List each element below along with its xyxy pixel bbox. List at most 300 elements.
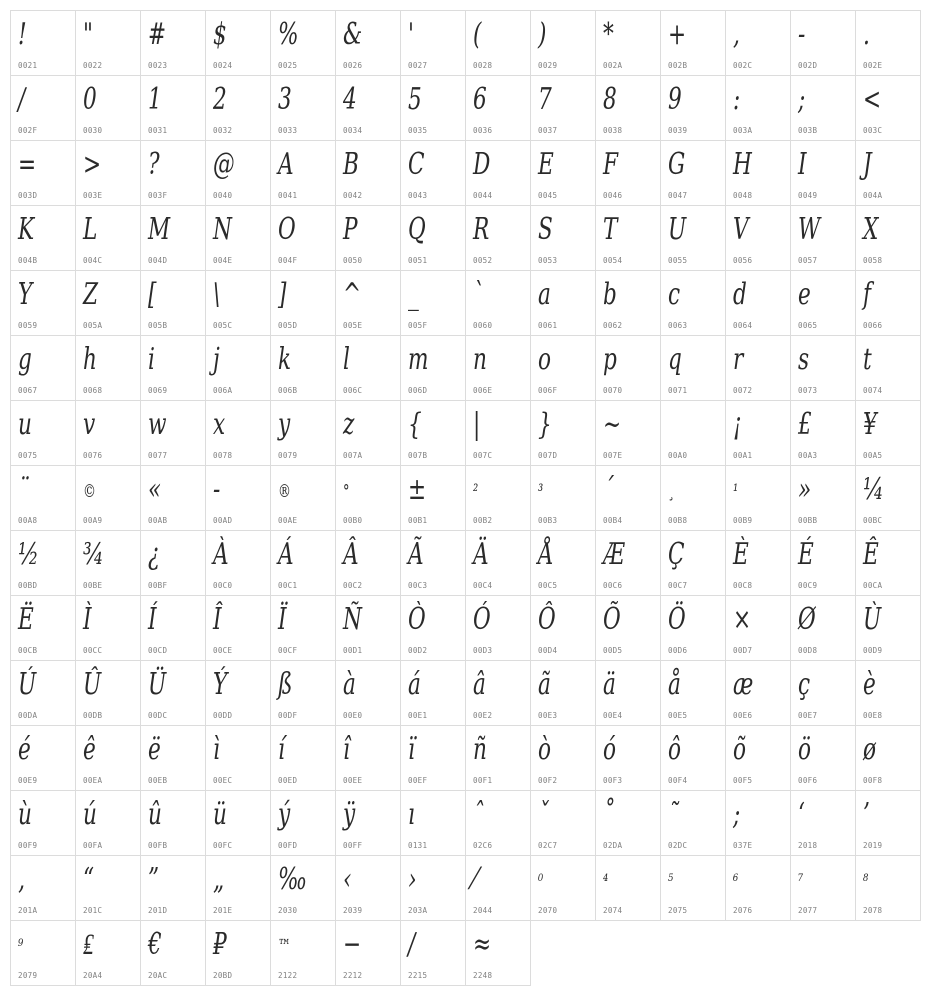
glyph-code: 0034 xyxy=(343,126,363,135)
glyph-cell xyxy=(660,725,726,791)
glyph-char: h xyxy=(83,342,97,377)
glyph-cell xyxy=(790,595,856,661)
glyph-char: 3 xyxy=(278,82,292,117)
glyph-cell xyxy=(660,465,726,531)
glyph-char: Ý xyxy=(213,667,228,702)
glyph-char: v xyxy=(83,407,96,442)
glyph-cell xyxy=(530,725,596,791)
glyph-code: 00FA xyxy=(83,841,103,850)
glyph-char: ¨ xyxy=(18,472,29,507)
glyph-char: o xyxy=(538,342,552,377)
glyph-cell xyxy=(10,530,76,596)
glyph-char: © xyxy=(83,481,96,502)
glyph-code: 0074 xyxy=(863,386,883,395)
glyph-code: 0062 xyxy=(603,321,623,330)
glyph-char: ì xyxy=(213,732,220,767)
glyph-char: Ñ xyxy=(343,602,362,637)
glyph-code: 00A0 xyxy=(668,451,688,460)
glyph-code: 00E2 xyxy=(473,711,493,720)
glyph-code: 0051 xyxy=(408,256,428,265)
glyph-char: “ xyxy=(83,862,95,897)
glyph-code: 0069 xyxy=(148,386,168,395)
glyph-char: l xyxy=(343,342,350,377)
glyph-cell xyxy=(75,660,141,726)
glyph-cell xyxy=(400,465,466,531)
glyph-char: æ xyxy=(733,667,754,702)
glyph-cell xyxy=(725,75,791,141)
glyph-code: 003D xyxy=(18,191,38,200)
glyph-code: 0064 xyxy=(733,321,753,330)
glyph-cell xyxy=(75,595,141,661)
glyph-char: ⁷ xyxy=(798,871,804,892)
glyph-code: 0070 xyxy=(603,386,623,395)
glyph-cell xyxy=(140,660,206,726)
glyph-char: â xyxy=(473,667,486,702)
glyph-code: 002E xyxy=(863,61,883,70)
glyph-char: Q xyxy=(408,212,426,247)
glyph-cell xyxy=(595,10,661,76)
glyph-cell xyxy=(725,595,791,661)
glyph-cell xyxy=(75,790,141,856)
glyph-code: 0059 xyxy=(18,321,38,330)
glyph-code: 00E9 xyxy=(18,776,38,785)
glyph-code: 0023 xyxy=(148,61,168,70)
glyph-char: à xyxy=(343,667,356,702)
glyph-code: 0058 xyxy=(863,256,883,265)
glyph-code: 037E xyxy=(733,841,753,850)
glyph-cell xyxy=(270,10,336,76)
glyph-code: 00E4 xyxy=(603,711,623,720)
glyph-code: 2212 xyxy=(343,971,363,980)
glyph-cell xyxy=(400,270,466,336)
glyph-cell xyxy=(10,10,76,76)
glyph-char: } xyxy=(538,407,552,442)
glyph-char: ù xyxy=(18,797,32,832)
glyph-cell xyxy=(855,10,921,76)
glyph-char: 7 xyxy=(538,82,552,117)
glyph-char: Ù xyxy=(863,602,882,637)
glyph-code: 0030 xyxy=(83,126,103,135)
glyph-code: 00C6 xyxy=(603,581,623,590)
glyph-code: 00E3 xyxy=(538,711,558,720)
glyph-char: J xyxy=(863,147,872,182)
glyph-cell xyxy=(10,465,76,531)
glyph-char: ∕ xyxy=(408,927,416,962)
glyph-char: 8 xyxy=(603,82,617,117)
glyph-cell xyxy=(10,660,76,726)
glyph-cell xyxy=(400,660,466,726)
glyph-code: 0065 xyxy=(798,321,818,330)
glyph-char: ¸ xyxy=(668,481,675,502)
glyph-cell xyxy=(270,335,336,401)
glyph-char: ô xyxy=(668,732,682,767)
glyph-code: 0039 xyxy=(668,126,688,135)
glyph-cell xyxy=(10,790,76,856)
glyph-cell xyxy=(465,465,531,531)
glyph-code: 007B xyxy=(408,451,428,460)
glyph-cell xyxy=(140,205,206,271)
glyph-cell xyxy=(725,465,791,531)
glyph-char: n xyxy=(473,342,487,377)
glyph-cell xyxy=(140,855,206,921)
glyph-char: # xyxy=(148,17,167,52)
glyph-code: 006B xyxy=(278,386,298,395)
glyph-char: ¿ xyxy=(148,537,160,572)
glyph-char: C xyxy=(408,147,425,182)
glyph-char: M xyxy=(148,212,171,247)
glyph-cell xyxy=(335,465,401,531)
glyph-char: ˜ xyxy=(668,797,679,832)
glyph-code: 004F xyxy=(278,256,298,265)
glyph-code: 00FC xyxy=(213,841,233,850)
glyph-cell xyxy=(790,270,856,336)
glyph-code: 0042 xyxy=(343,191,363,200)
glyph-code: 0060 xyxy=(473,321,493,330)
glyph-char: 9 xyxy=(668,82,682,117)
glyph-char: r xyxy=(733,342,744,377)
glyph-cell xyxy=(205,140,271,206)
glyph-char: ‰ xyxy=(278,862,307,897)
glyph-cell xyxy=(400,595,466,661)
glyph-code: 00CD xyxy=(148,646,168,655)
glyph-code: 201C xyxy=(83,906,103,915)
glyph-code: 0067 xyxy=(18,386,38,395)
glyph-code: 00C3 xyxy=(408,581,428,590)
glyph-char: E xyxy=(538,147,554,182)
glyph-code: 00CE xyxy=(213,646,233,655)
glyph-code: 2018 xyxy=(798,841,818,850)
glyph-char: ⁵ xyxy=(668,871,674,892)
glyph-code: 004B xyxy=(18,256,38,265)
glyph-cell xyxy=(660,400,726,466)
glyph-char: ÿ xyxy=(343,797,356,832)
glyph-code: 02C6 xyxy=(473,841,493,850)
glyph-code: 201A xyxy=(18,906,38,915)
glyph-code: 00B2 xyxy=(473,516,493,525)
glyph-cell xyxy=(75,855,141,921)
glyph-cell xyxy=(205,10,271,76)
glyph-code: 00A1 xyxy=(733,451,753,460)
glyph-code: 00D1 xyxy=(343,646,363,655)
glyph-char: ³ xyxy=(538,481,544,502)
glyph-cell xyxy=(400,205,466,271)
glyph-code: 00F8 xyxy=(863,776,883,785)
glyph-char: « xyxy=(148,472,162,507)
glyph-code: 00C9 xyxy=(798,581,818,590)
glyph-code: 2074 xyxy=(603,906,623,915)
glyph-cell xyxy=(400,75,466,141)
glyph-char: ^ xyxy=(343,277,362,312)
glyph-char: ’ xyxy=(863,797,870,832)
glyph-cell xyxy=(465,595,531,661)
glyph-cell xyxy=(75,335,141,401)
glyph-char: q xyxy=(668,342,682,377)
glyph-code: 0078 xyxy=(213,451,233,460)
glyph-char: ˚ xyxy=(603,797,614,832)
glyph-char: ç xyxy=(798,667,811,702)
glyph-char: < xyxy=(863,82,882,117)
glyph-cell xyxy=(790,465,856,531)
glyph-cell xyxy=(595,335,661,401)
glyph-code: 0073 xyxy=(798,386,818,395)
glyph-char: Á xyxy=(278,537,294,572)
glyph-code: 002B xyxy=(668,61,688,70)
glyph-char: è xyxy=(863,667,876,702)
glyph-char: ˆ xyxy=(473,797,484,832)
glyph-char: Ä xyxy=(473,537,489,572)
glyph-code: 2079 xyxy=(18,971,38,980)
glyph-cell xyxy=(465,400,531,466)
glyph-char: Ì xyxy=(83,602,92,637)
glyph-cell xyxy=(205,725,271,791)
glyph-code: 0068 xyxy=(83,386,103,395)
glyph-cell xyxy=(595,465,661,531)
glyph-char: m xyxy=(408,342,429,377)
glyph-char: & xyxy=(343,17,363,52)
glyph-char: K xyxy=(18,212,35,247)
glyph-cell xyxy=(205,920,271,986)
glyph-cell xyxy=(270,140,336,206)
glyph-char: £ xyxy=(798,407,812,442)
glyph-code: 0022 xyxy=(83,61,103,70)
glyph-code: 0061 xyxy=(538,321,558,330)
glyph-code: 00FD xyxy=(278,841,298,850)
glyph-cell xyxy=(335,335,401,401)
glyph-cell xyxy=(205,270,271,336)
glyph-char: ⁰ xyxy=(538,871,544,892)
glyph-code: 00DD xyxy=(213,711,233,720)
glyph-code: 00E6 xyxy=(733,711,753,720)
glyph-cell xyxy=(205,400,271,466)
glyph-cell xyxy=(855,75,921,141)
glyph-code: 02DC xyxy=(668,841,688,850)
glyph-char: [ xyxy=(148,277,157,312)
glyph-code: 002D xyxy=(798,61,818,70)
glyph-char: i xyxy=(148,342,155,377)
glyph-cell xyxy=(660,530,726,596)
glyph-code: 0076 xyxy=(83,451,103,460)
glyph-code: 00D5 xyxy=(603,646,623,655)
glyph-code: 00C4 xyxy=(473,581,493,590)
glyph-char: Ò xyxy=(408,602,426,637)
glyph-code: 00E5 xyxy=(668,711,688,720)
glyph-cell xyxy=(140,465,206,531)
glyph-code: 0057 xyxy=(798,256,818,265)
glyph-code: 0056 xyxy=(733,256,753,265)
glyph-char: Õ xyxy=(603,602,621,637)
glyph-char: ≈ xyxy=(473,927,492,962)
glyph-cell xyxy=(140,790,206,856)
glyph-code: 00A8 xyxy=(18,516,38,525)
glyph-code: 0026 xyxy=(343,61,363,70)
glyph-cell xyxy=(335,660,401,726)
glyph-char: Ï xyxy=(278,602,287,637)
glyph-code: 00E7 xyxy=(798,711,818,720)
glyph-char: Í xyxy=(148,602,157,637)
glyph-cell xyxy=(465,205,531,271)
glyph-cell xyxy=(855,400,921,466)
glyph-cell xyxy=(660,790,726,856)
glyph-char: ý xyxy=(278,797,291,832)
glyph-cell xyxy=(75,140,141,206)
glyph-code: 00C2 xyxy=(343,581,363,590)
glyph-cell xyxy=(595,660,661,726)
glyph-code: 003E xyxy=(83,191,103,200)
glyph-code: 2078 xyxy=(863,906,883,915)
glyph-char: ' xyxy=(408,17,414,52)
glyph-char: O xyxy=(278,212,296,247)
glyph-cell xyxy=(465,530,531,596)
glyph-cell xyxy=(205,790,271,856)
glyph-cell xyxy=(595,595,661,661)
glyph-code: 00BE xyxy=(83,581,103,590)
glyph-cell xyxy=(725,725,791,791)
glyph-char: À xyxy=(213,537,229,572)
glyph-code: 00E1 xyxy=(408,711,428,720)
glyph-cell xyxy=(75,465,141,531)
glyph-code: 0021 xyxy=(18,61,38,70)
glyph-char: P xyxy=(343,212,358,247)
glyph-cell xyxy=(530,855,596,921)
glyph-cell xyxy=(790,855,856,921)
glyph-code: 2122 xyxy=(278,971,298,980)
glyph-char: R xyxy=(473,212,490,247)
glyph-code: 0024 xyxy=(213,61,233,70)
glyph-char: S xyxy=(538,212,553,247)
glyph-cell xyxy=(530,335,596,401)
glyph-code: 005E xyxy=(343,321,363,330)
glyph-char: V xyxy=(733,212,749,247)
glyph-cell xyxy=(140,10,206,76)
glyph-code: 00CA xyxy=(863,581,883,590)
glyph-code: 00D3 xyxy=(473,646,493,655)
glyph-cell xyxy=(335,530,401,596)
glyph-code: 00B0 xyxy=(343,516,363,525)
glyph-cell xyxy=(595,140,661,206)
glyph-char: ‘ xyxy=(798,797,805,832)
glyph-cell xyxy=(335,595,401,661)
glyph-code: 2075 xyxy=(668,906,688,915)
glyph-code: 0063 xyxy=(668,321,688,330)
glyph-code: 2248 xyxy=(473,971,493,980)
glyph-char: û xyxy=(148,797,162,832)
glyph-char: ² xyxy=(473,481,479,502)
glyph-char: ₤ xyxy=(83,927,94,962)
glyph-cell xyxy=(335,725,401,791)
glyph-char: b xyxy=(603,277,617,312)
glyph-code: 0131 xyxy=(408,841,428,850)
glyph-char: ö xyxy=(798,732,812,767)
glyph-code: 00EB xyxy=(148,776,168,785)
glyph-cell xyxy=(400,335,466,401)
glyph-cell xyxy=(725,855,791,921)
glyph-code: 00EE xyxy=(343,776,363,785)
glyph-cell xyxy=(855,595,921,661)
glyph-cell xyxy=(595,400,661,466)
glyph-char: Â xyxy=(343,537,359,572)
glyph-cell xyxy=(725,400,791,466)
glyph-cell xyxy=(595,790,661,856)
glyph-cell xyxy=(530,660,596,726)
glyph-cell xyxy=(400,790,466,856)
glyph-cell xyxy=(790,205,856,271)
glyph-char: H xyxy=(733,147,752,182)
glyph-char: Y xyxy=(18,277,33,312)
glyph-code: 00C7 xyxy=(668,581,688,590)
glyph-cell xyxy=(725,270,791,336)
glyph-char: % xyxy=(278,17,299,52)
glyph-char: + xyxy=(668,17,687,52)
glyph-char: z xyxy=(343,407,355,442)
glyph-cell xyxy=(790,660,856,726)
glyph-code: 00D9 xyxy=(863,646,883,655)
glyph-cell xyxy=(725,205,791,271)
glyph-cell xyxy=(855,270,921,336)
glyph-cell xyxy=(660,140,726,206)
glyph-char: é xyxy=(18,732,31,767)
glyph-cell xyxy=(140,920,206,986)
glyph-cell xyxy=(10,725,76,791)
glyph-char: T xyxy=(603,212,618,247)
glyph-cell xyxy=(140,140,206,206)
glyph-code: 006A xyxy=(213,386,233,395)
glyph-code: 004D xyxy=(148,256,168,265)
glyph-cell xyxy=(75,920,141,986)
glyph-char: Ê xyxy=(863,537,879,572)
glyph-char: ã xyxy=(538,667,551,702)
glyph-cell xyxy=(400,855,466,921)
glyph-code: 0050 xyxy=(343,256,363,265)
glyph-char: A xyxy=(278,147,294,182)
glyph-cell xyxy=(400,530,466,596)
glyph-code: 0049 xyxy=(798,191,818,200)
glyph-code: 00DC xyxy=(148,711,168,720)
glyph-char: 5 xyxy=(408,82,422,117)
glyph-cell xyxy=(75,725,141,791)
glyph-char: t xyxy=(863,342,872,377)
glyph-code: 0052 xyxy=(473,256,493,265)
glyph-char: ı xyxy=(408,797,415,832)
glyph-cell xyxy=(530,75,596,141)
glyph-code: 00AB xyxy=(148,516,168,525)
glyph-code: 0054 xyxy=(603,256,623,265)
glyph-cell xyxy=(660,10,726,76)
glyph-code: 0038 xyxy=(603,126,623,135)
glyph-cell xyxy=(140,595,206,661)
glyph-char: p xyxy=(603,342,617,377)
glyph-code: 00DA xyxy=(18,711,38,720)
glyph-code: 2019 xyxy=(863,841,883,850)
glyph-cell xyxy=(595,270,661,336)
glyph-cell xyxy=(75,270,141,336)
glyph-char: k xyxy=(278,342,292,377)
glyph-char: , xyxy=(733,17,740,52)
glyph-code: 0033 xyxy=(278,126,298,135)
glyph-cell xyxy=(530,530,596,596)
glyph-cell xyxy=(530,595,596,661)
glyph-char: f xyxy=(863,277,871,312)
glyph-cell xyxy=(530,465,596,531)
glyph-cell xyxy=(530,10,596,76)
glyph-cell xyxy=(335,10,401,76)
glyph-char: ø xyxy=(863,732,877,767)
glyph-code: 00C8 xyxy=(733,581,753,590)
glyph-code: 0028 xyxy=(473,61,493,70)
glyph-cell xyxy=(725,530,791,596)
glyph-cell xyxy=(335,140,401,206)
glyph-code: 00FF xyxy=(343,841,363,850)
glyph-cell xyxy=(335,270,401,336)
